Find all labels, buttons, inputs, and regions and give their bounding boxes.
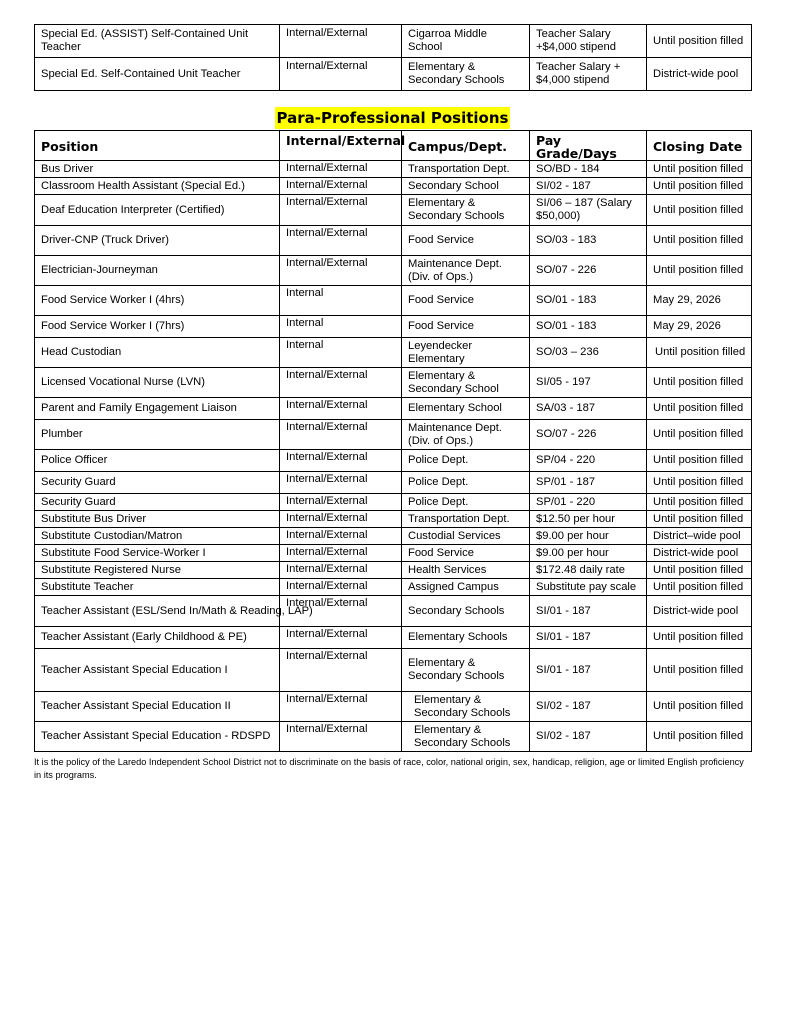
header-closing: Closing Date — [647, 131, 752, 161]
position-cell: Teacher Assistant Special Education II — [35, 692, 280, 722]
position-cell: Special Ed. Self-Contained Unit Teacher — [35, 58, 280, 91]
campus-cell: Police Dept. — [402, 472, 530, 494]
position-cell: Teacher Assistant Special Education I — [35, 649, 280, 692]
table-row — [35, 226, 752, 256]
teaching-positions-table — [34, 24, 752, 91]
closing-cell: Until position filled — [647, 579, 752, 596]
position-cell: Teacher Assistant (Early Childhood & PE) — [35, 627, 280, 649]
position-cell: Security Guard — [35, 494, 280, 511]
closing-cell: District-wide pool — [647, 596, 752, 627]
pay-cell: $9.00 per hour — [530, 545, 647, 562]
type-cell: Internal — [280, 286, 402, 316]
pay-cell: SO/07 - 226 — [530, 256, 647, 286]
type-cell: Internal/External — [280, 579, 402, 596]
table-row — [35, 562, 752, 579]
type-cell: Internal/External — [280, 450, 402, 472]
pay-cell: SI/01 - 187 — [530, 627, 647, 649]
table-row — [35, 528, 752, 545]
closing-cell: May 29, 2026 — [647, 286, 752, 316]
closing-cell: Until position filled — [647, 161, 752, 178]
position-cell: Substitute Custodian/Matron — [35, 528, 280, 545]
position-cell: Plumber — [35, 420, 280, 450]
non-discrimination-notice: It is the policy of the Laredo Independent School District not to discriminate on the basis of race, color, national origin, sex, handicap, religion, age or limited English proficiency in its programs. — [34, 757, 744, 780]
header-row — [35, 131, 752, 161]
closing-cell: Until position filled — [647, 195, 752, 226]
table-row — [35, 545, 752, 562]
pay-cell: Substitute pay scale — [530, 579, 647, 596]
table-row — [35, 161, 752, 178]
table-row — [35, 649, 752, 692]
closing-cell: Until position filled — [647, 722, 752, 752]
table-row — [35, 494, 752, 511]
campus-cell: Assigned Campus — [402, 579, 530, 596]
header-position: Position — [35, 131, 280, 161]
type-cell: Internal/External — [280, 511, 402, 528]
position-cell: Substitute Teacher — [35, 579, 280, 596]
campus-cell: Secondary Schools — [402, 596, 530, 627]
pay-cell: $9.00 per hour — [530, 528, 647, 545]
type-cell: Internal/External — [280, 627, 402, 649]
type-cell: Internal/External — [280, 596, 402, 627]
type-cell: Internal/External — [280, 256, 402, 286]
campus-cell: Food Service — [402, 316, 530, 338]
closing-cell: Until position filled — [647, 25, 752, 58]
table-row — [35, 692, 752, 722]
table-row — [35, 722, 752, 752]
closing-cell: Until position filled — [647, 420, 752, 450]
closing-cell: Until position filled — [647, 338, 752, 368]
campus-cell: Transportation Dept. — [402, 511, 530, 528]
pay-cell: SI/01 - 187 — [530, 596, 647, 627]
table-row — [35, 25, 752, 58]
closing-cell: District–wide pool — [647, 528, 752, 545]
type-cell: Internal/External — [280, 562, 402, 579]
campus-cell: Elementary Schools — [402, 627, 530, 649]
position-cell: Teacher Assistant Special Education - RDSPD — [35, 722, 280, 752]
type-cell: Internal/External — [280, 226, 402, 256]
header-campus: Campus/Dept. — [402, 131, 530, 161]
pay-cell: SP/01 - 220 — [530, 494, 647, 511]
closing-cell: District-wide pool — [647, 58, 752, 91]
pay-cell: SO/BD - 184 — [530, 161, 647, 178]
position-cell: Classroom Health Assistant (Special Ed.) — [35, 178, 280, 195]
campus-cell: Elementary & Secondary School — [402, 368, 530, 398]
table-row — [35, 472, 752, 494]
pay-cell: SI/02 - 187 — [530, 178, 647, 195]
campus-cell: Elementary & Secondary Schools — [402, 692, 530, 722]
type-cell: Internal/External — [280, 420, 402, 450]
position-cell: Electrician-Journeyman — [35, 256, 280, 286]
pay-cell: SO/03 - 183 — [530, 226, 647, 256]
campus-cell: Elementary & Secondary Schools — [402, 195, 530, 226]
closing-cell: Until position filled — [647, 511, 752, 528]
pay-cell: SI/06 – 187 (Salary $50,000) — [530, 195, 647, 226]
table-row — [35, 58, 752, 91]
campus-cell: Food Service — [402, 226, 530, 256]
campus-cell: Maintenance Dept. (Div. of Ops.) — [402, 420, 530, 450]
closing-cell: Until position filled — [647, 398, 752, 420]
type-cell: Internal — [280, 316, 402, 338]
table-row — [35, 627, 752, 649]
type-cell: Internal/External — [280, 25, 402, 58]
campus-cell: Elementary & Secondary Schools — [402, 58, 530, 91]
table-row — [35, 368, 752, 398]
type-cell: Internal/External — [280, 649, 402, 692]
closing-cell: May 29, 2026 — [647, 316, 752, 338]
type-cell: Internal/External — [280, 368, 402, 398]
table-row — [35, 178, 752, 195]
type-cell: Internal/External — [280, 528, 402, 545]
type-cell: Internal/External — [280, 692, 402, 722]
position-cell: Special Ed. (ASSIST) Self-Contained Unit Teacher — [35, 25, 280, 58]
type-cell: Internal — [280, 338, 402, 368]
campus-cell: Police Dept. — [402, 450, 530, 472]
type-cell: Internal/External — [280, 472, 402, 494]
position-cell: Substitute Registered Nurse — [35, 562, 280, 579]
pay-cell: $172.48 daily rate — [530, 562, 647, 579]
table-row — [35, 286, 752, 316]
campus-cell: Elementary & Secondary Schools — [402, 649, 530, 692]
closing-cell: Until position filled — [647, 178, 752, 195]
closing-cell: Until position filled — [647, 562, 752, 579]
type-cell: Internal/External — [280, 195, 402, 226]
pay-cell: SI/02 - 187 — [530, 692, 647, 722]
table-row — [35, 195, 752, 226]
campus-cell: Elementary School — [402, 398, 530, 420]
type-cell: Internal/External — [280, 161, 402, 178]
campus-cell: Police Dept. — [402, 494, 530, 511]
table-row — [35, 511, 752, 528]
type-cell: Internal/External — [280, 398, 402, 420]
table-row — [35, 579, 752, 596]
position-cell: Food Service Worker I (4hrs) — [35, 286, 280, 316]
closing-cell: Until position filled — [647, 256, 752, 286]
table-row — [35, 398, 752, 420]
pay-cell: SO/03 – 236 — [530, 338, 647, 368]
position-cell: Police Officer — [35, 450, 280, 472]
closing-cell: Until position filled — [647, 450, 752, 472]
closing-cell: District-wide pool — [647, 545, 752, 562]
pay-cell: SA/03 - 187 — [530, 398, 647, 420]
closing-cell: Until position filled — [647, 692, 752, 722]
closing-cell: Until position filled — [647, 368, 752, 398]
type-cell: Internal/External — [280, 722, 402, 752]
position-cell: Substitute Food Service-Worker I — [35, 545, 280, 562]
position-cell: Bus Driver — [35, 161, 280, 178]
position-cell: Teacher Assistant (ESL/Send In/Math & Reading, LAP) — [35, 596, 280, 627]
type-cell: Internal/External — [280, 58, 402, 91]
campus-cell: Secondary School — [402, 178, 530, 195]
closing-cell: Until position filled — [647, 226, 752, 256]
campus-cell: Cigarroa Middle School — [402, 25, 530, 58]
type-cell: Internal/External — [280, 494, 402, 511]
pay-cell: SP/04 - 220 — [530, 450, 647, 472]
table-row — [35, 420, 752, 450]
closing-cell: Until position filled — [647, 494, 752, 511]
section-title: Para-Professional Positions — [276, 109, 509, 127]
campus-cell: Elementary & Secondary Schools — [402, 722, 530, 752]
table-row — [35, 596, 752, 627]
pay-cell: SP/01 - 187 — [530, 472, 647, 494]
closing-cell: Until position filled — [647, 649, 752, 692]
position-cell: Licensed Vocational Nurse (LVN) — [35, 368, 280, 398]
campus-cell: Maintenance Dept. (Div. of Ops.) — [402, 256, 530, 286]
campus-cell: Food Service — [402, 545, 530, 562]
position-cell: Parent and Family Engagement Liaison — [35, 398, 280, 420]
table-row — [35, 316, 752, 338]
para-professional-table — [34, 130, 752, 752]
header-type: Internal/External — [280, 131, 402, 161]
type-cell: Internal/External — [280, 545, 402, 562]
pay-cell: SO/01 - 183 — [530, 286, 647, 316]
pay-cell: SI/01 - 187 — [530, 649, 647, 692]
position-cell: Security Guard — [35, 472, 280, 494]
campus-cell: Health Services — [402, 562, 530, 579]
pay-cell: Teacher Salary +$4,000 stipend — [530, 25, 647, 58]
position-cell: Driver-CNP (Truck Driver) — [35, 226, 280, 256]
position-cell: Food Service Worker I (7hrs) — [35, 316, 280, 338]
type-cell: Internal/External — [280, 178, 402, 195]
section-title-container — [34, 107, 751, 129]
closing-cell: Until position filled — [647, 627, 752, 649]
pay-cell: Teacher Salary + $4,000 stipend — [530, 58, 647, 91]
table-row — [35, 256, 752, 286]
pay-cell: SI/05 - 197 — [530, 368, 647, 398]
campus-cell: Custodial Services — [402, 528, 530, 545]
closing-cell: Until position filled — [647, 472, 752, 494]
table-row — [35, 450, 752, 472]
campus-cell: Transportation Dept. — [402, 161, 530, 178]
pay-cell: SO/01 - 183 — [530, 316, 647, 338]
header-pay: Pay Grade/Days — [530, 131, 647, 161]
pay-cell: $12.50 per hour — [530, 511, 647, 528]
position-cell: Head Custodian — [35, 338, 280, 368]
table-row — [35, 338, 752, 368]
campus-cell: Leyendecker Elementary — [402, 338, 530, 368]
position-cell: Substitute Bus Driver — [35, 511, 280, 528]
campus-cell: Food Service — [402, 286, 530, 316]
pay-cell: SI/02 - 187 — [530, 722, 647, 752]
pay-cell: SO/07 - 226 — [530, 420, 647, 450]
position-cell: Deaf Education Interpreter (Certified) — [35, 195, 280, 226]
